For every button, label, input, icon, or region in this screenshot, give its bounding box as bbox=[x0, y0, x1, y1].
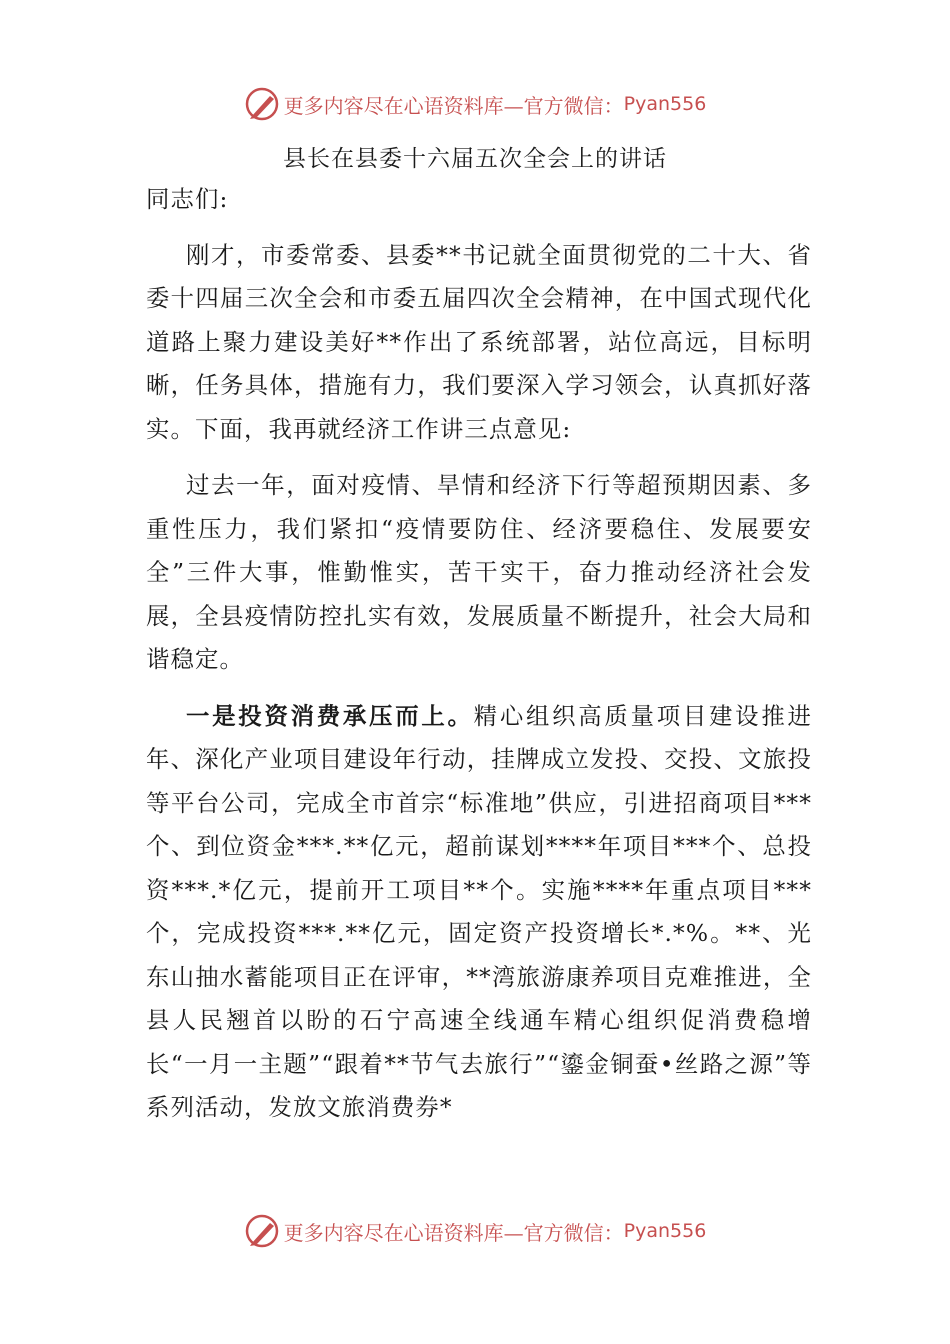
pen-logo-icon bbox=[244, 1213, 280, 1249]
section-heading: 一是投资消费承压而上。 bbox=[186, 701, 474, 730]
banner-wechat-id: Pyan556 bbox=[623, 93, 707, 115]
banner-text: 更多内容尽在心语资料库—官方微信： bbox=[283, 1220, 624, 1245]
paragraph-1: 刚才，市委常委、县委**书记就全面贯彻党的二十大、省委十四届三次全会和市委五届四次全会精神，在中国式现代化道路上聚力建设美好**作出了系统部署，站位高远，目标明晰，任务具体，措施有力，我们要深入学习领会，认真抓好落实。下面，我再就经济工作讲三点意见: bbox=[146, 240, 812, 443]
banner-text: 更多内容尽在心语资料库—官方微信： bbox=[283, 93, 624, 118]
paragraph-2: 过去一年，面对疫情、旱情和经济下行等超预期因素、多重性压力，我们紧扣“疫情要防住、经济要稳住、发展要安全”三件大事，惟勤惟实，苦干实干，奋力推动经济社会发展，全县疫情防控扎实有效，发展质量不断提升，社会大局和谐稳定。 bbox=[146, 471, 812, 673]
header-watermark-banner bbox=[0, 84, 950, 124]
greeting: 同志们: bbox=[146, 185, 229, 213]
pen-logo-icon bbox=[244, 86, 280, 122]
document-title: 县长在县委十六届五次全会上的讲话 bbox=[283, 146, 667, 172]
document-body bbox=[146, 178, 812, 1143]
footer-watermark-banner bbox=[0, 1211, 950, 1251]
section-body: 精心组织高质量项目建设推进年、深化产业项目建设年行动，挂牌成立发投、交投、文旅投等平台公司，完成全市首宗“标准地”供应，引进招商项目***个、到位资金***.**亿元，超前谋划****年项目***个、总投资***.*亿元，提前开工项目**个。实施****年重点项目***个，完成投资***.**亿元，固定资产投资增长*.*%。**、光东山抽水蓄能项目正在评审，**湾旅游康养项目克难推进，全县人民翘首以盼的石宁高速全线通车精心组织促消费稳增长“一月一主题”“跟着**节气去旅行”“鎏金铜蚕•丝路之源”等系列活动，发放文旅消费券* bbox=[146, 701, 812, 1121]
banner-wechat-id: Pyan556 bbox=[623, 1220, 707, 1242]
paragraph-3 bbox=[146, 695, 812, 1130]
